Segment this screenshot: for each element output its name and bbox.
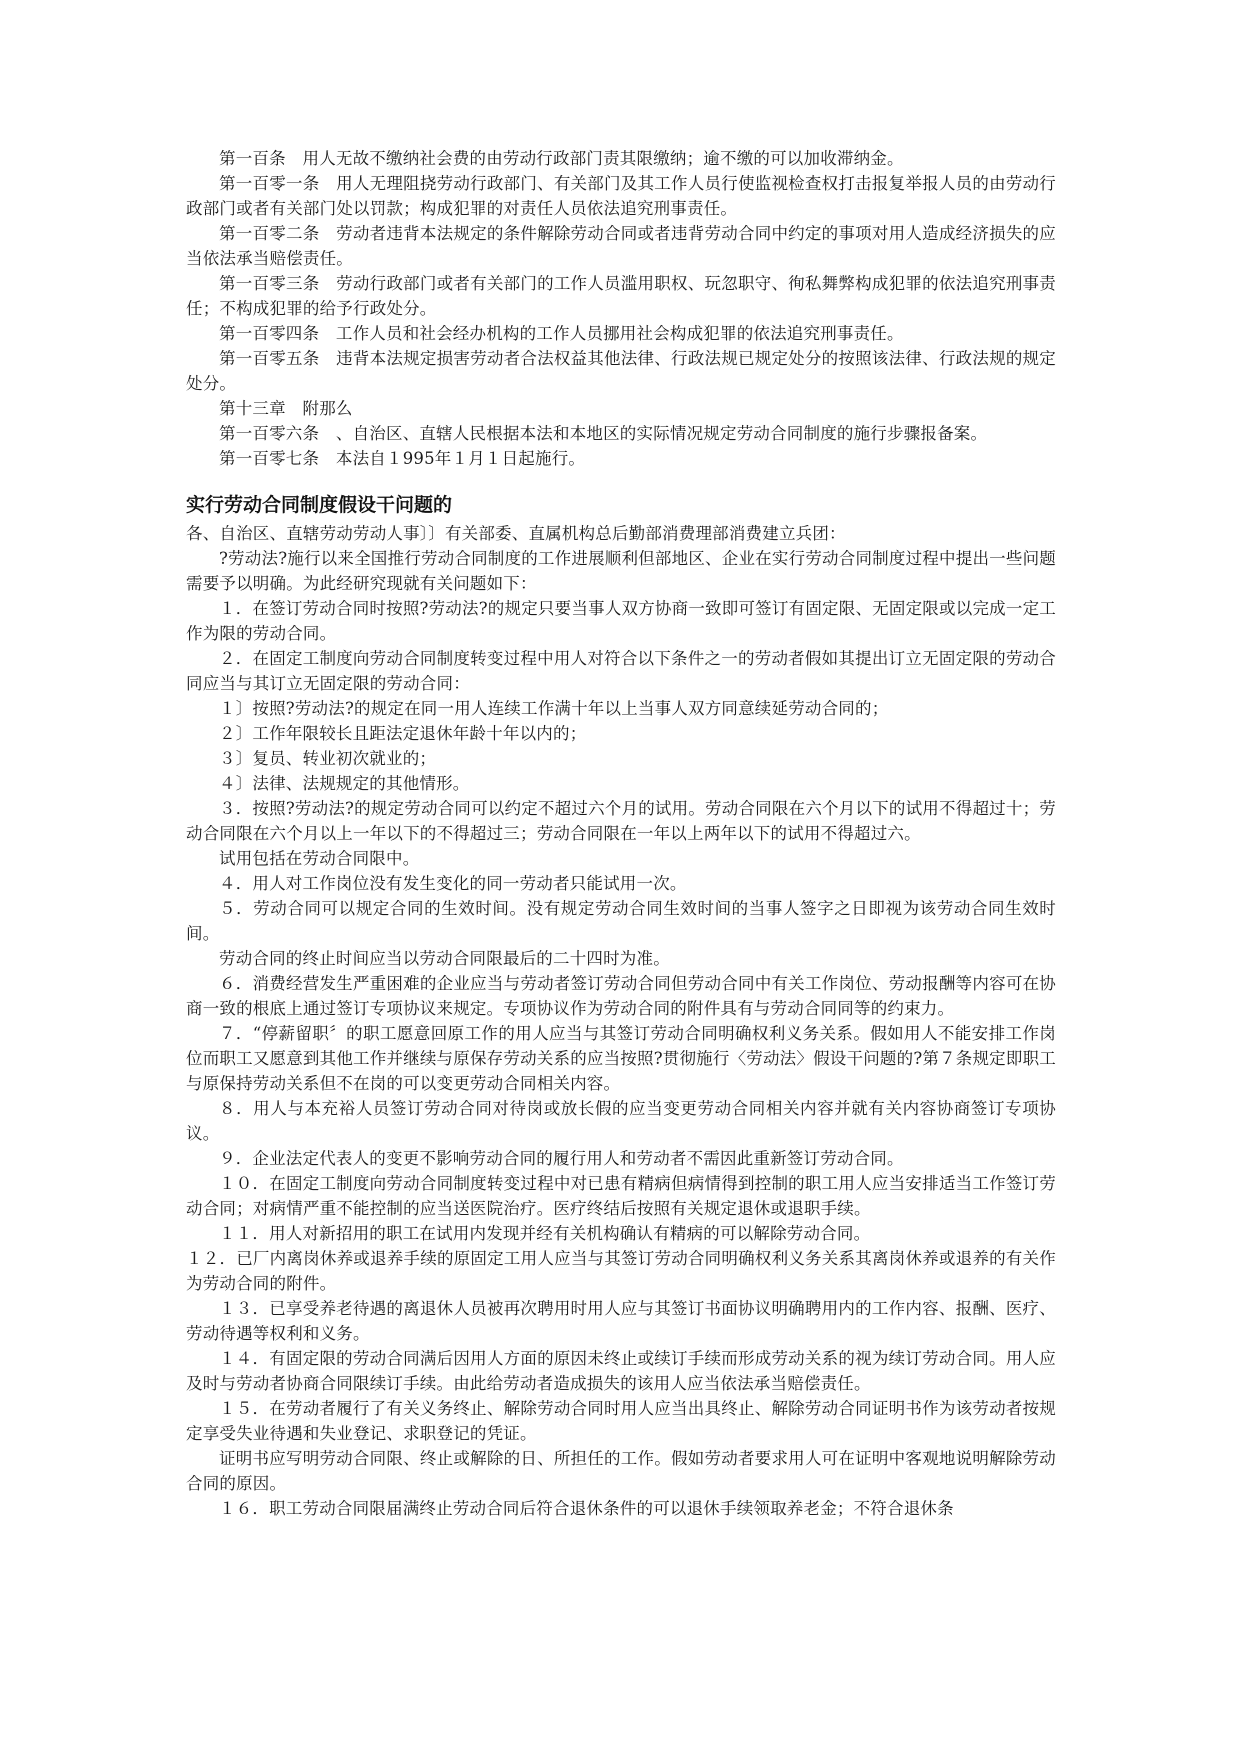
notice-paragraph: １２．已厂内离岗休养或退养手续的原固定工用人应当与其签订劳动合同明确权利义务关系其离岗休养或退养的有关作为劳动合同的附件。 bbox=[186, 1249, 1056, 1293]
notice-paragraph: １．在签订劳动合同时按照?劳动法?的规定只要当事人双方协商一致即可签订有固定限、无固定限或以完成一定工作为限的劳动合同。 bbox=[186, 599, 1056, 643]
notice-paragraph: ３．按照?劳动法?的规定劳动合同可以约定不超过六个月的试用。劳动合同限在六个月以下的试用不得超过十；劳动合同限在六个月以上一年以下的不得超过三；劳动合同限在一年以上两年以下的试用不得超过六。 bbox=[186, 799, 1056, 843]
notice-paragraph: １０．在固定工制度向劳动合同制度转变过程中对已患有精病但病情得到控制的职工用人应当安排适当工作签订劳动合同；对病情严重不能控制的应当送医院治疗。医疗终结后按照有关规定退休或退职手续。 bbox=[186, 1174, 1056, 1218]
notice-paragraph: ５．劳动合同可以规定合同的生效时间。没有规定劳动合同生效时间的当事人签字之日即视为该劳动合同生效时间。 bbox=[186, 899, 1056, 943]
article-paragraph: 第一百零四条 工作人员和社会经办机构的工作人员挪用社会构成犯罪的依法追究刑事责任。 bbox=[219, 324, 904, 343]
notice-paragraph: ９．企业法定代表人的变更不影响劳动合同的履行用人和劳动者不需因此重新签订劳动合同。 bbox=[219, 1149, 904, 1168]
addressee-line: 各、自治区、直辖劳动劳动人事〕〕有关部委、直属机构总后勤部消费理部消费建立兵团： bbox=[186, 524, 846, 543]
article-paragraph: 第一百零一条 用人无理阻挠劳动行政部门、有关部门及其工作人员行使监视检查权打击报复举报人员的由劳动行政部门或者有关部门处以罚款；构成犯罪的对责任人员依法追究刑事责任。 bbox=[186, 174, 1056, 218]
notice-paragraph: ８．用人与本充裕人员签订劳动合同对待岗或放长假的应当变更劳动合同相关内容并就有关内容协商签订专项协议。 bbox=[186, 1099, 1056, 1143]
notice-paragraph: ２〕工作年限较长且距法定退休年龄十年以内的； bbox=[219, 724, 587, 743]
notice-paragraph: ３〕复员、转业初次就业的； bbox=[219, 749, 437, 768]
article-paragraph: 第一百条 用人无故不缴纳社会费的由劳动行政部门责其限缴纳；逾不缴的可以加收滞纳金。 bbox=[219, 149, 904, 168]
section-title: 实行劳动合同制度假设干问题的 bbox=[186, 494, 453, 516]
article-paragraph: 第一百零七条 本法自１995年１月１日起施行。 bbox=[219, 449, 586, 468]
article-paragraph: 第一百零五条 违背本法规定损害劳动者合法权益其他法律、行政法规已规定处分的按照该法律、行政法规的规定处分。 bbox=[186, 349, 1056, 393]
article-paragraph: 第一百零二条 劳动者违背本法规定的条件解除劳动合同或者违背劳动合同中约定的事项对用人造成经济损失的应当依法承当赔偿责任。 bbox=[186, 224, 1056, 268]
notice-paragraph: ６．消费经营发生严重困难的企业应当与劳动者签订劳动合同但劳动合同中有关工作岗位、劳动报酬等内容可在协商一致的根底上通过签订专项协议来规定。专项协议作为劳动合同的附件具有与劳动合同同等的约束力。 bbox=[186, 974, 1056, 1018]
notice-paragraph: 证明书应写明劳动合同限、终止或解除的日、所担任的工作。假如劳动者要求用人可在证明中客观地说明解除劳动合同的原因。 bbox=[186, 1449, 1056, 1493]
notice-paragraph: １１．用人对新招用的职工在试用内发现并经有关机构确认有精病的可以解除劳动合同。 bbox=[219, 1224, 871, 1243]
notice-paragraph: ?劳动法?施行以来全国推行劳动合同制度的工作进展顺利但部地区、企业在实行劳动合同制度过程中提出一些问题需要予以明确。为此经研究现就有关问题如下： bbox=[186, 549, 1056, 593]
notice-paragraph: 试用包括在劳动合同限中。 bbox=[219, 849, 420, 868]
notice-paragraph: １〕按照?劳动法?的规定在同一用人连续工作满十年以上当事人双方同意续延劳动合同的； bbox=[219, 699, 889, 718]
notice-paragraph: １４．有固定限的劳动合同满后因用人方面的原因未终止或续订手续而形成劳动关系的视为续订劳动合同。用人应及时与劳动者协商合同限续订手续。由此给劳动者造成损失的该用人应当依法承当赔偿责任。 bbox=[186, 1349, 1056, 1393]
article-paragraph: 第一百零三条 劳动行政部门或者有关部门的工作人员滥用职权、玩忽职守、徇私舞弊构成犯罪的依法追究刑事责任；不构成犯罪的给予行政处分。 bbox=[186, 274, 1056, 318]
law-articles-section bbox=[186, 146, 1056, 471]
notice-paragraph: ４〕法律、法规规定的其他情形。 bbox=[219, 774, 470, 793]
notice-paragraph: ２．在固定工制度向劳动合同制度转变过程中用人对符合以下条件之一的劳动者假如其提出订立无固定限的劳动合同应当与其订立无固定限的劳动合同： bbox=[186, 649, 1056, 693]
notice-paragraph: １５．在劳动者履行了有关义务终止、解除劳动合同时用人应当出具终止、解除劳动合同证明书作为该劳动者按规定享受失业待遇和失业登记、求职登记的凭证。 bbox=[186, 1399, 1056, 1443]
chapter-heading: 第十三章 附那么 bbox=[219, 399, 353, 418]
notice-paragraph: ７．“停薪留职〞的职工愿意回原工作的用人应当与其签订劳动合同明确权利义务关系。假如用人不能安排工作岗位而职工又愿意到其他工作并继续与原保存劳动关系的应当按照?贯彻施行〈劳动法〉假设干问题的?第７条规定即职工与原保持劳动关系但不在岗的可以变更劳动合同相关内容。 bbox=[186, 1024, 1056, 1093]
notice-paragraph: １６．职工劳动合同限届满终止劳动合同后符合退休条件的可以退休手续领取养老金；不符合退休条 bbox=[219, 1499, 954, 1518]
notice-paragraph: 劳动合同的终止时间应当以劳动合同限最后的二十四时为准。 bbox=[219, 949, 670, 968]
notice-paragraph: １３．已享受养老待遇的离退休人员被再次聘用时用人应与其签订书面协议明确聘用内的工作内容、报酬、医疗、劳动待遇等权利和义务。 bbox=[186, 1299, 1056, 1343]
document-page bbox=[186, 146, 1056, 1521]
notice-paragraph: ４．用人对工作岗位没有发生变化的同一劳动者只能试用一次。 bbox=[219, 874, 687, 893]
article-paragraph: 第一百零六条 、自治区、直辖人民根据本法和本地区的实际情况规定劳动合同制度的施行步骤报备案。 bbox=[219, 424, 988, 443]
notice-section bbox=[186, 521, 1056, 1521]
